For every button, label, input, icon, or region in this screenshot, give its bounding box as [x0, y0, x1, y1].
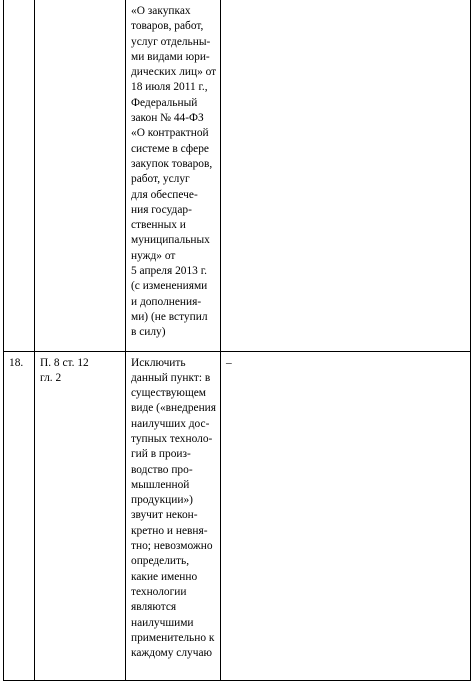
proposal-line: ния государ- — [131, 203, 192, 216]
proposal-line: «О контрактной — [131, 127, 209, 140]
proposal-line: определить, — [131, 555, 190, 568]
proposal-line: являются — [131, 601, 177, 614]
amendments-table — [3, 0, 471, 681]
proposal-line: Федеральный — [131, 96, 198, 109]
proposal-cell — [126, 351, 221, 680]
proposal-cell — [126, 0, 221, 351]
proposal-line: гий в произ- — [131, 448, 191, 461]
proposal-line: Исключить — [131, 356, 186, 369]
proposal-line: и дополнения- — [131, 295, 202, 308]
proposal-line: мышленной — [131, 478, 190, 491]
proposal-line: 5 апреля 2013 г. — [131, 265, 207, 278]
table-row — [4, 351, 471, 680]
proposal-line: данный пункт: в — [131, 371, 211, 384]
proposal-line: 18 июля 2011 г., — [131, 81, 208, 94]
proposal-line: товаров, работ, — [131, 20, 204, 33]
proposal-line: какие именно — [131, 570, 198, 583]
comment-cell — [221, 0, 471, 351]
proposal-line: (с изменениями — [131, 280, 208, 293]
proposal-line: нужд» от — [131, 249, 176, 262]
proposal-line: в силу) — [131, 326, 166, 339]
proposal-line: виде («внедрения — [131, 402, 217, 415]
row-number: 18. — [9, 356, 24, 369]
proposal-line: ми видами юри- — [131, 50, 210, 63]
comment-text: – — [226, 356, 232, 369]
proposal-line: продукции») — [131, 494, 193, 507]
proposal-line: закон № 44-ФЗ — [131, 112, 204, 125]
comment-cell — [221, 351, 471, 680]
row-number-cell — [4, 0, 35, 351]
proposal-line: существующем — [131, 387, 206, 400]
proposal-line: каждому случаю — [131, 647, 213, 660]
article-line: гл. 2 — [40, 371, 62, 384]
proposal-line: дических лиц» от — [131, 66, 217, 79]
proposal-line: кретно и невня- — [131, 524, 208, 537]
article-line: П. 8 ст. 12 — [40, 356, 89, 369]
proposal-line: ственных и — [131, 219, 186, 232]
proposal-line: технологии — [131, 585, 187, 598]
proposal-line: наилучшими — [131, 616, 194, 629]
proposal-line: тно; невозможно — [131, 540, 213, 553]
proposal-line: тупных техноло- — [131, 432, 213, 445]
proposal-line: работ, услуг — [131, 173, 190, 186]
row-number-cell — [4, 351, 35, 680]
proposal-line: для обеспече- — [131, 188, 198, 201]
proposal-line: муниципальных — [131, 234, 210, 247]
proposal-line: водство про- — [131, 463, 193, 476]
proposal-line: системе в сфере — [131, 142, 209, 155]
proposal-line: ми) (не вступил — [131, 310, 208, 323]
proposal-line: закупок товаров, — [131, 157, 213, 170]
proposal-line: услуг отдельны- — [131, 35, 211, 48]
table-row — [4, 0, 471, 351]
proposal-line: звучит некон- — [131, 509, 198, 522]
article-cell — [35, 0, 126, 351]
proposal-line: применительно к — [131, 631, 215, 644]
proposal-line: «О закупках — [131, 5, 191, 17]
article-cell — [35, 351, 126, 680]
proposal-line: наилучших дос- — [131, 417, 210, 430]
